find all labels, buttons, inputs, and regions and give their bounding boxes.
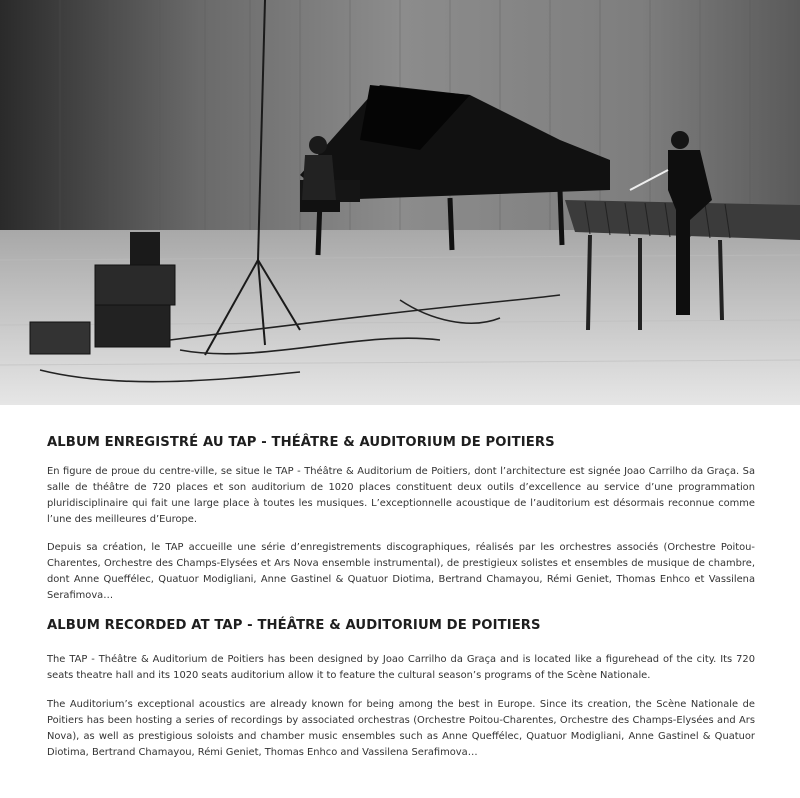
paragraph-english-1: The TAP - Théâtre & Auditorium de Poitiers has been designed by Joao Carrilho da Graça and is located like a figurehead of the city. Its 720 seats theatre hall and its 1020 seats auditorium allow it to feature the cultural season’s programs of the Scène Nationale. (47, 654, 755, 681)
heading-english: ALBUM RECORDED AT TAP - THÉÂTRE & AUDITORIUM DE POITIERS (47, 618, 541, 633)
paragraph-french-1: En figure de proue du centre-ville, se situe le TAP - Théâtre & Auditorium de Poitiers, dont l’architecture est signée Joao Carrilho da Graça. Sa salle de théâtre de 720 places et son auditorium de 1020 places constituent deux outils d’excellence au service d’une programmation pluridisciplinaire qui fait une large place à toutes les musiques. L’exceptionnelle acoustique de l’auditorium est désormais reconnue comme l’une des meilleures d’Europe. (47, 466, 755, 525)
paragraph-french-2: Depuis sa création, le TAP accueille une série d’enregistrements discographiques, réalisés par les orchestres associés (Orchestre Poitou-Charentes, Orchestre des Champs-Elysées et Ars Nova ensemble instrumental), de prestigieux solistes et ensembles de musique de chambre, dont Anne Queffélec, Quatuor Modigliani, Anne Gastinel & Quatuor Diotima, Bertrand Chamayou, Rémi Geniet, Thomas Enhco et Vassilena Serafimova… (47, 542, 755, 601)
heading-french: ALBUM ENREGISTRÉ AU TAP - THÉÂTRE & AUDITORIUM DE POITIERS (47, 435, 555, 450)
paragraph-english-2: The Auditorium’s exceptional acoustics are already known for being among the best in Europe. Since its creation, the Scène Nationale de Poitiers has been hosting a series of recordings by associated orchestras (Orchestre Poitou-Charentes, Orchestre des Champs-Elysées and Ars Nova), as well as prestigious soloists and chamber music ensembles such as Anne Queffélec, Quatuor Modigliani, Anne Gastinel & Quatuor Diotima, Bertrand Chamayou, Rémi Geniet, Thomas Enhco and Vassilena Serafimova… (47, 699, 755, 758)
